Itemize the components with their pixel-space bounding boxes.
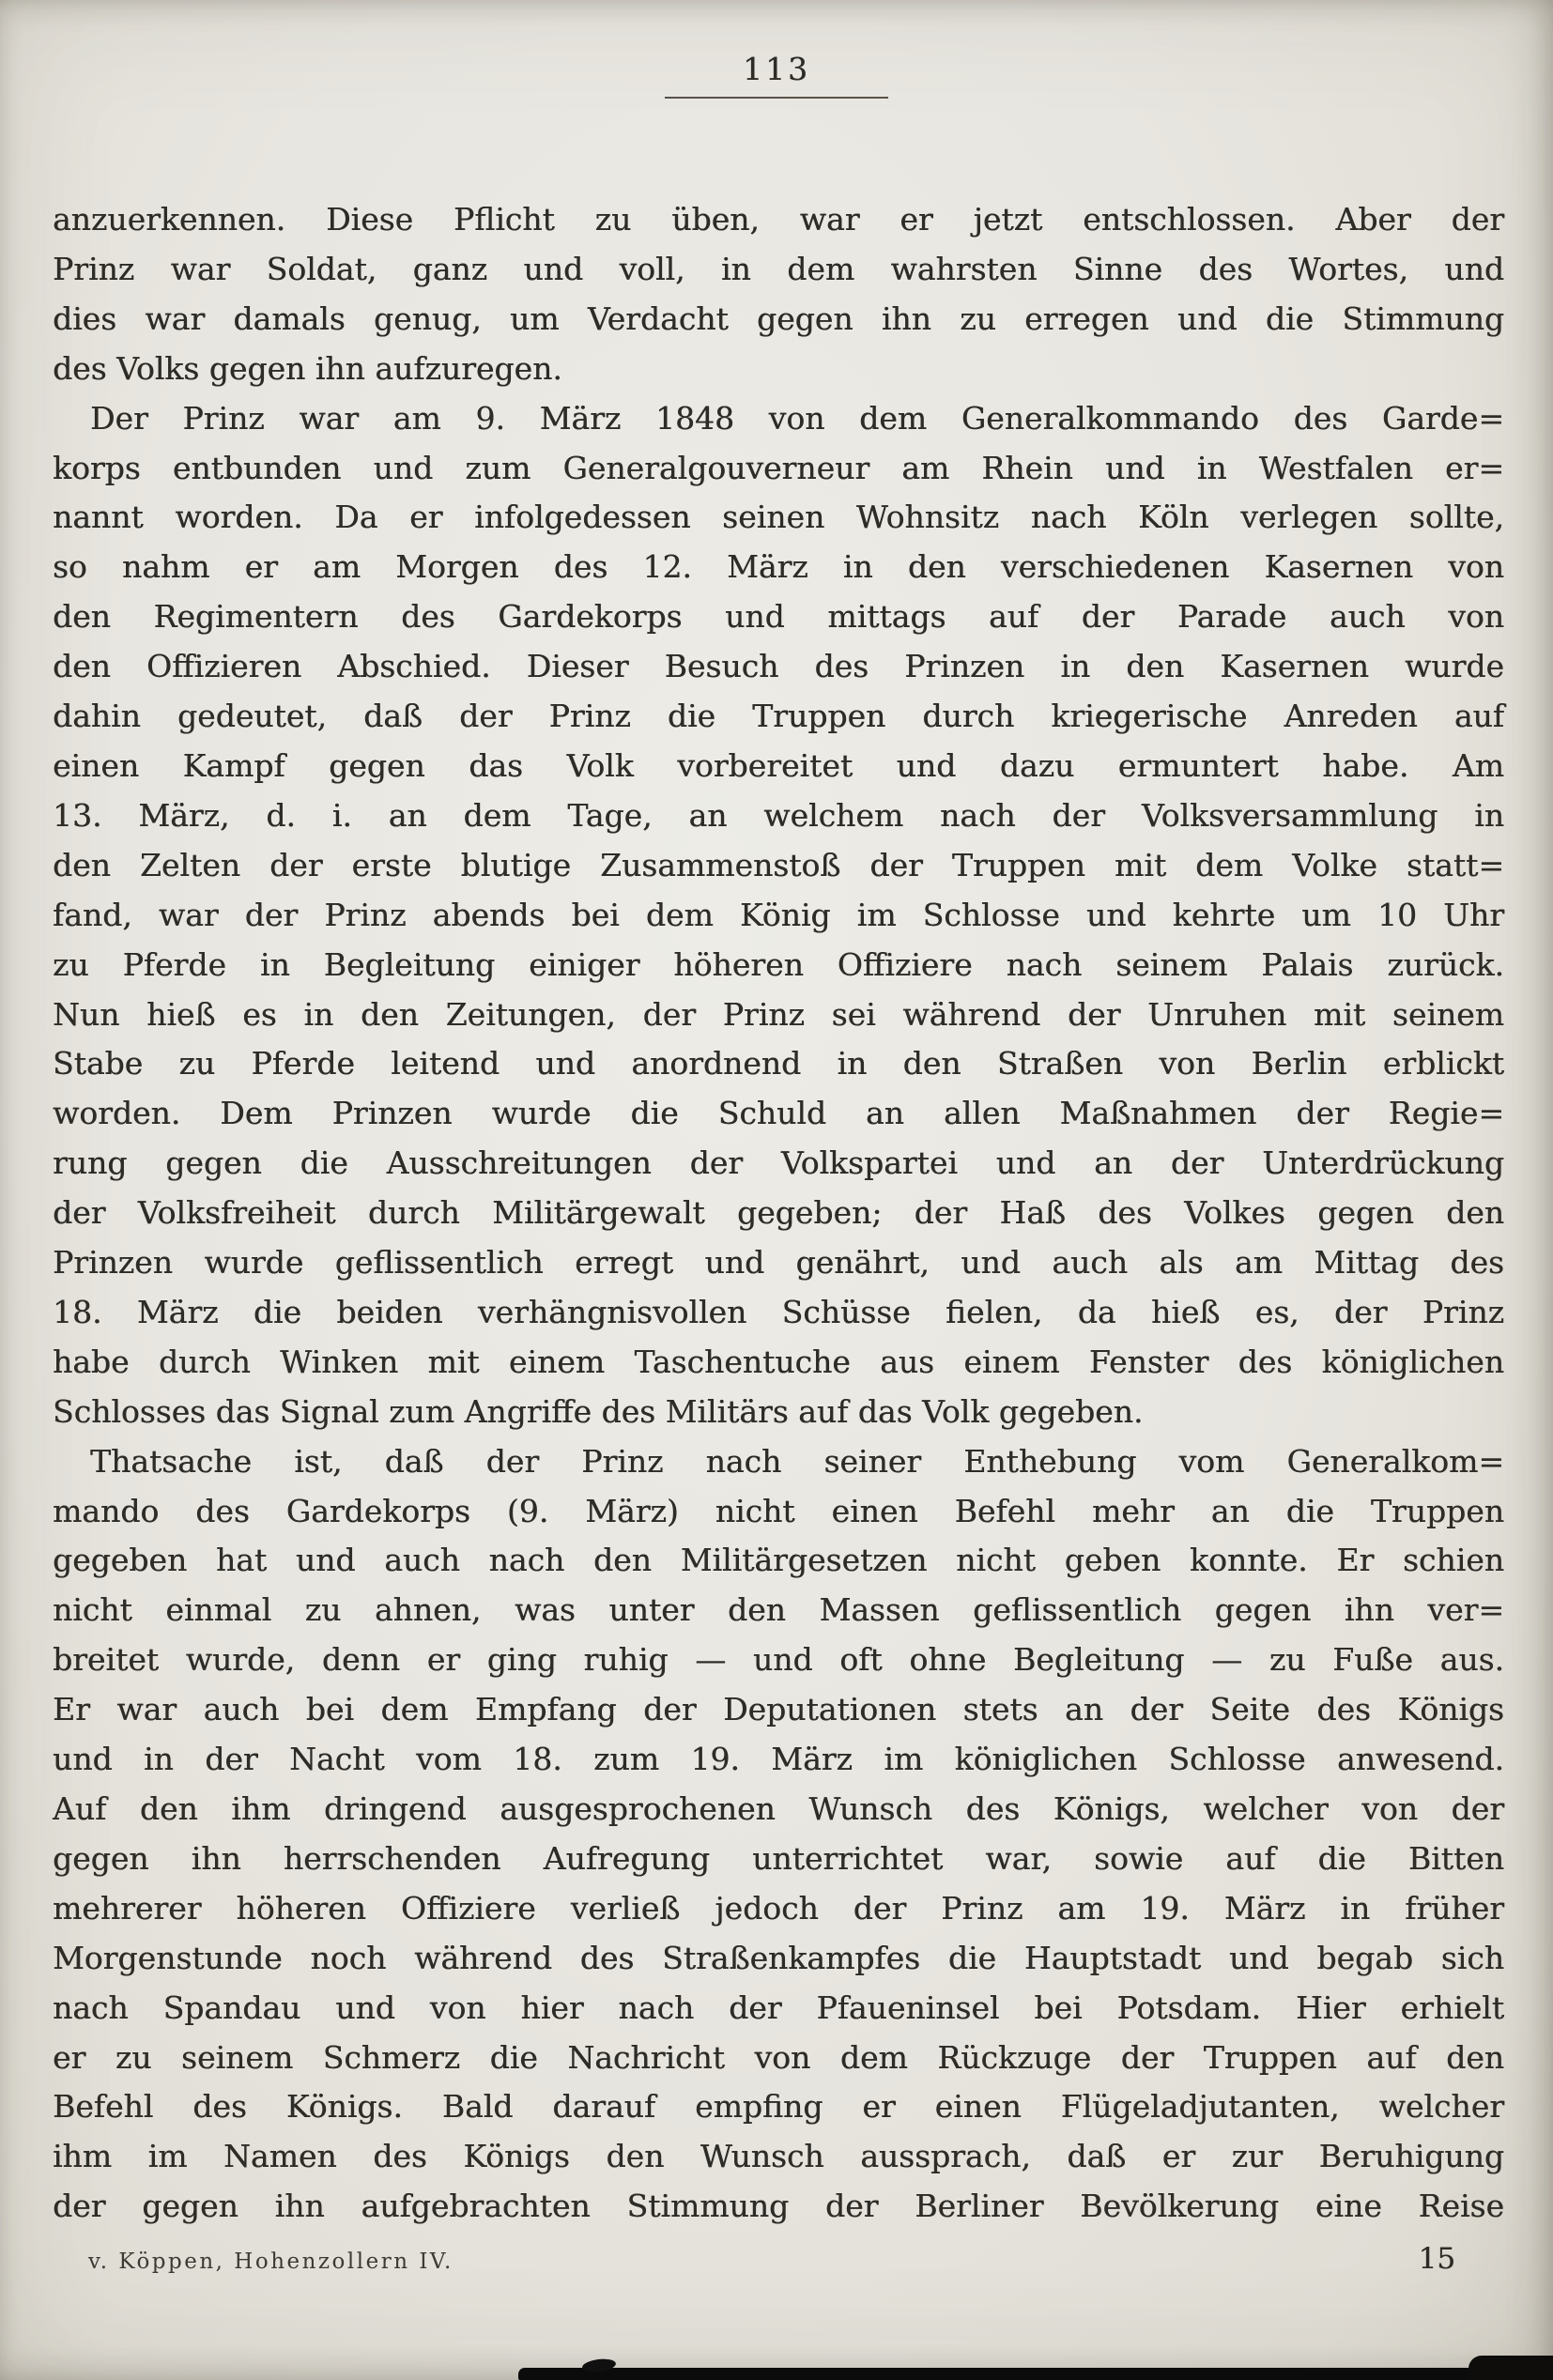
page-footer bbox=[53, 2242, 1504, 2276]
text-line: Nun hieß es in den Zeitungen, der Prinz sei während der Unruhen mit seinem bbox=[53, 995, 1504, 1033]
text-line: mehrerer höheren Offiziere verließ jedoch der Prinz am 19. März in früher bbox=[53, 1889, 1504, 1927]
text-line: breitet wurde, denn er ging ruhig — und oft ohne Begleitung — zu Fuße aus. bbox=[53, 1641, 1504, 1679]
text-line: fand, war der Prinz abends bei dem König im Schlosse und kehrte um 10 Uhr bbox=[53, 896, 1504, 933]
sheet-number: 15 bbox=[1418, 2242, 1455, 2276]
text-line: rung gegen die Ausschreitungen der Volkspartei und an der Unterdrückung bbox=[53, 1144, 1504, 1182]
text-line: mando des Gardekorps (9. März) nicht einen Befehl mehr an die Truppen bbox=[53, 1492, 1504, 1529]
text-line: der gegen ihn aufgebrachten Stimmung der Berliner Bevölkerung eine Reise bbox=[53, 2188, 1504, 2225]
scan-edge-artifact bbox=[518, 2368, 1553, 2380]
body-text bbox=[53, 195, 1504, 2232]
text-line: einen Kampf gegen das Volk vorbereitet und dazu ermuntert habe. Am bbox=[53, 746, 1504, 784]
text-line: zu Pferde in Begleitung einiger höheren Offiziere nach seinem Palais zurück. bbox=[53, 945, 1504, 983]
text-line: des Volks gegen ihn aufzuregen. bbox=[53, 349, 562, 387]
text-line: 13. März, d. i. an dem Tage, an welchem nach der Volksversammlung in bbox=[53, 796, 1504, 834]
text-line: nicht einmal zu ahnen, was unter den Massen geflissentlich gegen ihn ver= bbox=[53, 1591, 1504, 1629]
page-number: 113 bbox=[743, 51, 810, 87]
text-line: nannt worden. Da er infolgedessen seinen Wohnsitz nach Köln verlegen sollte, bbox=[53, 499, 1504, 536]
text-line: Schlosses das Signal zum Angriffe des Militärs auf das Volk gegeben. bbox=[53, 1392, 1144, 1430]
text-line: nach Spandau und von hier nach der Pfaueninsel bei Potsdam. Hier erhielt bbox=[53, 1988, 1504, 2026]
text-line: Auf den ihm dringend ausgesprochenen Wunsch des Königs, welcher von der bbox=[53, 1790, 1504, 1827]
text-line: Prinz war Soldat, ganz und voll, in dem wahrsten Sinne des Wortes, und bbox=[53, 250, 1504, 287]
text-line: gegeben hat und auch nach den Militärgesetzen nicht geben konnte. Er schien bbox=[53, 1542, 1504, 1579]
text-line: so nahm er am Morgen des 12. März in den verschiedenen Kasernen von bbox=[53, 548, 1504, 586]
text-line: den Regimentern des Gardekorps und mittags auf der Parade auch von bbox=[53, 598, 1504, 636]
text-line: habe durch Winken mit einem Taschentuche aus einem Fenster des königlichen bbox=[53, 1343, 1504, 1380]
signature-note: v. Köppen, Hohenzollern IV. bbox=[88, 2249, 454, 2274]
text-line: er zu seinem Schmerz die Nachricht von dem Rückzuge der Truppen auf den bbox=[53, 2038, 1504, 2076]
text-line: anzuerkennen. Diese Pflicht zu üben, war er jetzt entschlossen. Aber der bbox=[53, 201, 1504, 238]
text-line: 18. März die beiden verhängnisvollen Schüsse fielen, da hieß es, der Prinz bbox=[53, 1293, 1504, 1330]
paragraph bbox=[53, 195, 1504, 394]
paragraph bbox=[53, 1437, 1504, 2233]
text-line: Der Prinz war am 9. März 1848 von dem Generalkommando des Garde= bbox=[90, 399, 1504, 437]
scan-corner-artifact bbox=[1468, 2356, 1553, 2380]
text-line: Er war auch bei dem Empfang der Deputationen stets an der Seite des Königs bbox=[53, 1691, 1504, 1728]
text-line: dahin gedeutet, daß der Prinz die Truppen durch kriegerische Anreden auf bbox=[53, 698, 1504, 735]
text-line: den Offizieren Abschied. Dieser Besuch des Prinzen in den Kasernen wurde bbox=[53, 648, 1504, 685]
text-line: gegen ihn herrschenden Aufregung unterrichtet war, sowie auf die Bitten bbox=[53, 1839, 1504, 1877]
text-line: Stabe zu Pferde leitend und anordnend in den Straßen von Berlin erblickt bbox=[53, 1045, 1504, 1083]
text-line: Morgenstunde noch während des Straßenkampfes die Hauptstadt und begab sich bbox=[53, 1939, 1504, 1976]
text-line: der Volksfreiheit durch Militärgewalt gegeben; der Haß des Volkes gegen den bbox=[53, 1194, 1504, 1232]
text-line: Prinzen wurde geflissentlich erregt und genährt, und auch als am Mittag des bbox=[53, 1244, 1504, 1282]
text-line: den Zelten der erste blutige Zusammenstoß der Truppen mit dem Volke statt= bbox=[53, 846, 1504, 883]
page-header bbox=[0, 0, 1553, 99]
page-number-rule bbox=[665, 97, 888, 99]
text-line: korps entbunden und zum Generalgouverneur am Rhein und in Westfalen er= bbox=[53, 449, 1504, 486]
paragraph bbox=[53, 394, 1504, 1437]
text-line: dies war damals genug, um Verdacht gegen ihn zu erregen und die Stimmung bbox=[53, 299, 1504, 337]
text-line: worden. Dem Prinzen wurde die Schuld an allen Maßnahmen der Regie= bbox=[53, 1095, 1504, 1132]
text-line: Thatsache ist, daß der Prinz nach seiner Enthebung vom Generalkom= bbox=[90, 1442, 1504, 1480]
text-line: ihm im Namen des Königs den Wunsch aussprach, daß er zur Beruhigung bbox=[53, 2138, 1504, 2175]
text-line: Befehl des Königs. Bald darauf empfing er einen Flügeladjutanten, welcher bbox=[53, 2088, 1504, 2126]
text-line: und in der Nacht vom 18. zum 19. März im königlichen Schlosse anwesend. bbox=[53, 1741, 1504, 1778]
